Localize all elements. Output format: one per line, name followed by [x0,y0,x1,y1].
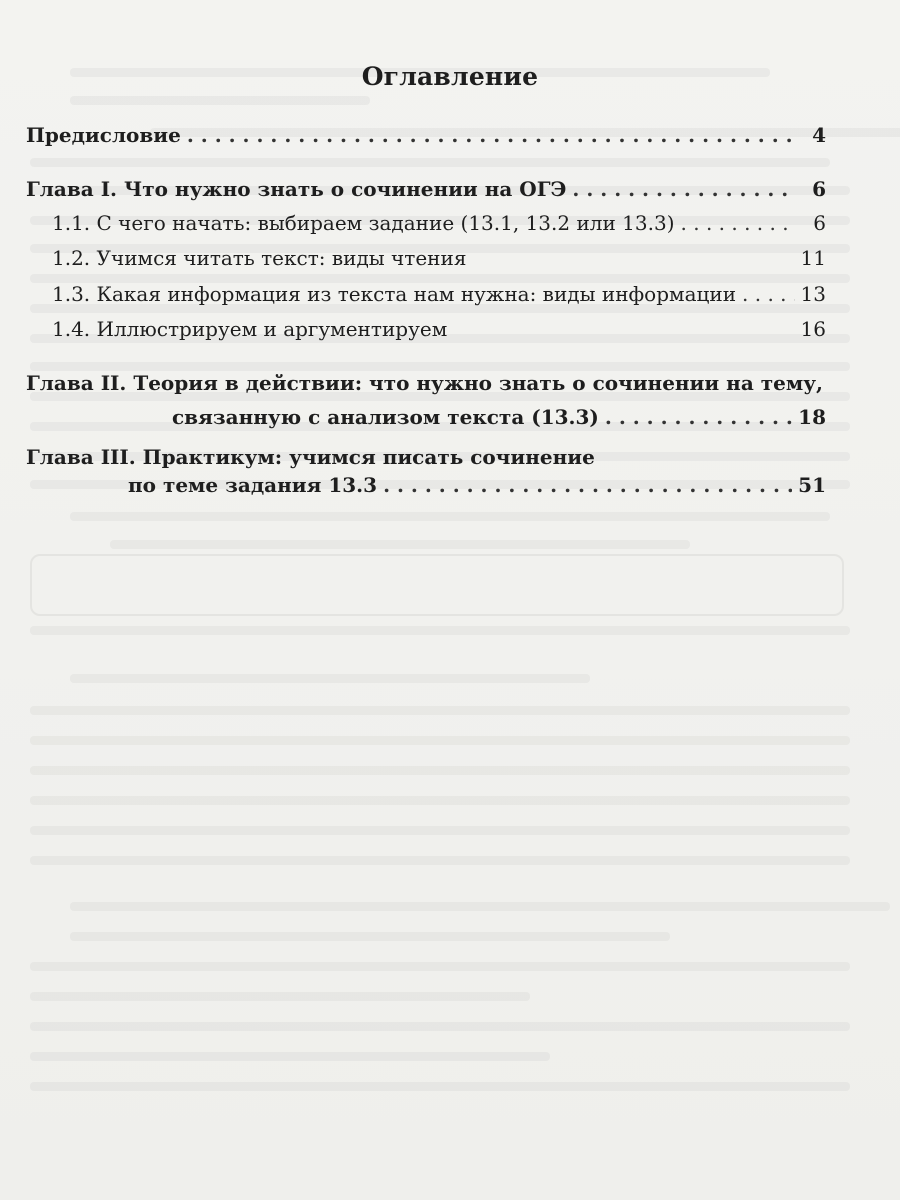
toc-entry-chapter-2[interactable] [172,404,826,430]
toc-page-number: 6 [813,211,826,235]
toc-page-number: 13 [800,282,826,306]
toc-entry-label: 1.4. Иллюстрируем и аргументируем [52,317,448,341]
dot-leader [605,404,792,430]
toc-page-number: 18 [798,405,826,429]
toc-entry-label: Предисловие [26,123,181,147]
toc-entry-section-1-2[interactable] [52,245,826,271]
toc-entry-label: 1.3. Какая информация из текста нам нужна: виды информации [52,282,737,306]
toc-entry-label: по теме задания 13.3 [128,473,378,497]
toc-page-number: 6 [812,177,826,201]
dot-leader [383,472,792,498]
toc-entry-label: 1.2. Учимся читать текст: виды чтения [52,246,467,270]
dot-leader [742,281,795,307]
dot-leader [681,210,796,236]
toc-page-number: 4 [812,123,826,147]
dot-leader [187,122,796,148]
toc-page-number: 11 [800,246,826,270]
toc-entry-chapter-3[interactable] [128,472,826,498]
toc-entry-chapter-3-line-1[interactable]: Глава III. Практикум: учимся писать сочинение [26,445,595,469]
dot-leader [572,176,796,202]
toc-page-number: 51 [798,473,826,497]
toc-entry-chapter-1[interactable] [26,176,826,202]
toc-entry-label: Глава I. Что нужно знать о сочинении на ОГЭ [26,177,567,201]
toc-page-number: 16 [800,317,826,341]
toc-entry-section-1-3[interactable] [52,281,826,307]
toc-entry-label: связанную с анализом текста (13.3) [172,405,599,429]
toc-entry-preface[interactable] [26,122,826,148]
toc-title: Оглавление [361,62,539,91]
toc-entry-section-1-4[interactable] [52,316,826,342]
toc-entry-chapter-2-line-1[interactable]: Глава II. Теория в действии: что нужно знать о сочинении на тему, [26,371,824,395]
toc-entry-label: 1.1. С чего начать: выбираем задание (13.1, 13.2 или 13.3) [52,211,675,235]
toc-entry-section-1-1[interactable] [52,210,826,236]
